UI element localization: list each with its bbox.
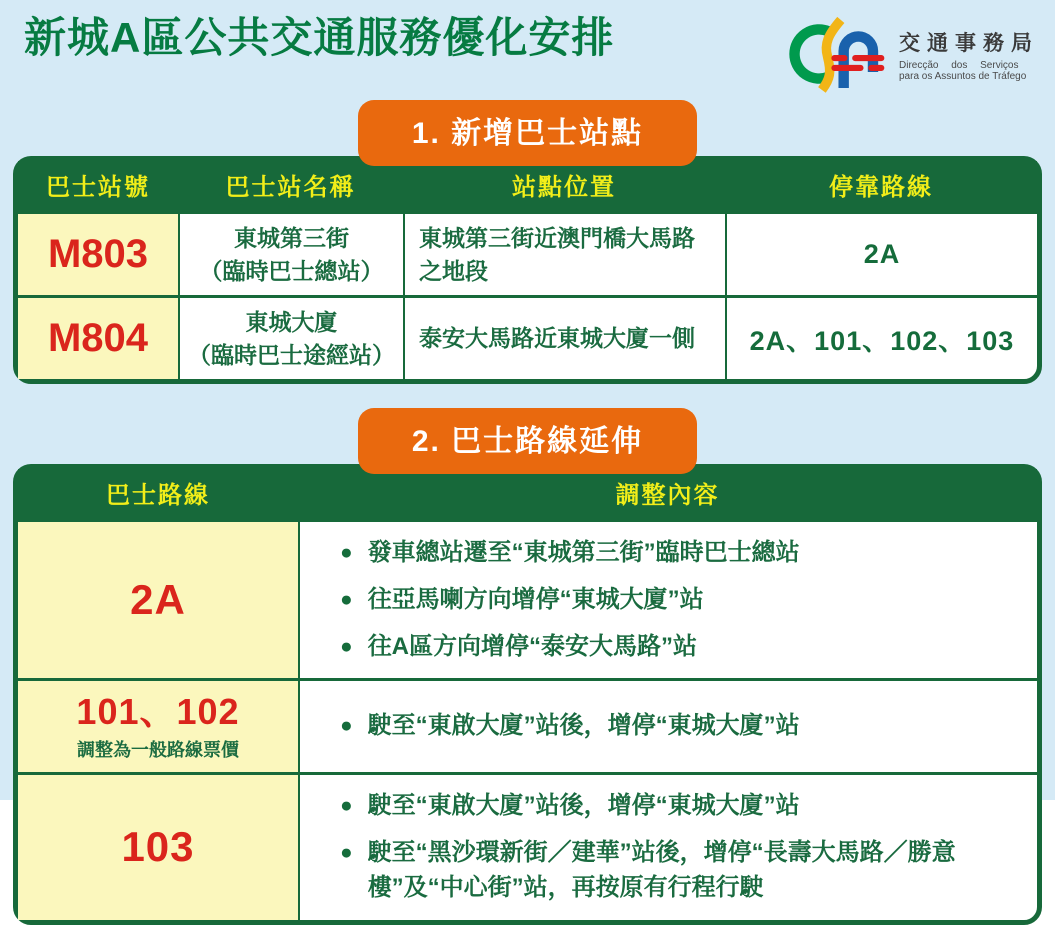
- route-number: 2A: [130, 576, 186, 624]
- page-title: 新城A區公共交通服務優化安排: [24, 14, 615, 61]
- column-header-stop-location: 站點位置: [403, 161, 725, 211]
- adjustment-item: [340, 709, 1021, 744]
- stop-location-m803: 東城第三街近澳門橋大馬路之地段: [403, 211, 725, 295]
- dsat-logo-mark: [786, 14, 890, 94]
- section2-heading-badge: [358, 408, 697, 474]
- adjustment-text: 駛至“東啟大廈”站後，增停“東城大廈”站: [367, 792, 800, 820]
- adjustment-text: 發車總站遷至“東城第三街”臨時巴士總站: [367, 539, 800, 566]
- stop-name-line2: （臨時巴士途經站）: [188, 341, 395, 368]
- serving-routes-m804: 2A、101、102、103: [725, 295, 1037, 379]
- adjustment-text: 駛至“黑沙環新街／建華”站後，增停“長壽大馬路／勝意樓”及“中心街”站，再按原有行程行駛: [367, 839, 956, 901]
- column-header-stop-number: 巴士站號: [18, 161, 178, 211]
- section1-heading-badge: [358, 100, 697, 166]
- logo-org-name-zh: 交通事務局: [899, 31, 1039, 55]
- logo-org-name-pt-line1: Direcção dos Serviços: [899, 59, 1019, 71]
- route-fare-note: 調整為一般路線票價: [77, 739, 239, 760]
- stop-name-m803: [178, 211, 403, 295]
- section1-heading-label: 1. 新增巴士站點: [411, 117, 644, 150]
- serving-routes-m803: 2A: [725, 211, 1037, 295]
- column-header-serving-routes: 停靠路線: [725, 161, 1037, 211]
- bullet-icon: ●: [340, 587, 353, 611]
- dsat-logo-text: [899, 27, 1039, 82]
- logo-org-name-pt-line2: para os Assuntos de Tráfego: [899, 70, 1027, 82]
- stop-name-m804: [178, 295, 403, 379]
- section2-heading-label: 2. 巴士路線延伸: [411, 425, 644, 458]
- bullet-icon: ●: [340, 634, 353, 658]
- column-header-adjustment: 調整內容: [298, 469, 1037, 519]
- column-header-stop-name: 巴士站名稱: [178, 161, 403, 211]
- page-header: [0, 0, 1055, 94]
- adjustment-item: [340, 630, 1021, 665]
- dsat-logo: [786, 14, 1039, 94]
- column-header-bus-route: 巴士路線: [18, 469, 298, 519]
- stop-name-line1: 東城第三街: [234, 225, 349, 252]
- adjustment-text: 往亞馬喇方向增停“東城大廈”站: [367, 585, 704, 613]
- route-cell-2a: [18, 519, 298, 678]
- stop-number-m804: M804: [18, 295, 178, 379]
- new-bus-stops-table: [13, 156, 1042, 384]
- route-cell-101-102: [18, 678, 298, 772]
- adjustment-text: 駛至“東啟大廈”站後，增停“東城大廈”站: [367, 712, 800, 740]
- bullet-icon: ●: [340, 841, 353, 865]
- adjustment-item: [340, 536, 1021, 571]
- bullet-icon: ●: [340, 794, 353, 818]
- stop-name-line1: 東城大廈: [245, 309, 338, 336]
- adjustment-item: [340, 836, 1021, 906]
- route-number: 103: [121, 823, 195, 871]
- stop-location-m804: 泰安大馬路近東城大廈一側: [403, 295, 725, 379]
- adjustment-text: 往A區方向增停“泰安大馬路”站: [367, 632, 698, 660]
- bullet-icon: ●: [340, 541, 353, 564]
- adjustments-103: [298, 772, 1037, 919]
- stop-number-m803: M803: [18, 211, 178, 295]
- adjustments-101-102: [298, 678, 1037, 772]
- bullet-icon: ●: [340, 714, 353, 738]
- route-cell-103: [18, 772, 298, 919]
- adjustments-2a: [298, 519, 1037, 678]
- stop-name-line2: （臨時巴士總站）: [199, 257, 384, 284]
- route-number: 101、102: [76, 691, 240, 733]
- adjustment-item: [340, 789, 1021, 824]
- route-extension-table: [13, 464, 1042, 925]
- adjustment-item: [340, 583, 1021, 618]
